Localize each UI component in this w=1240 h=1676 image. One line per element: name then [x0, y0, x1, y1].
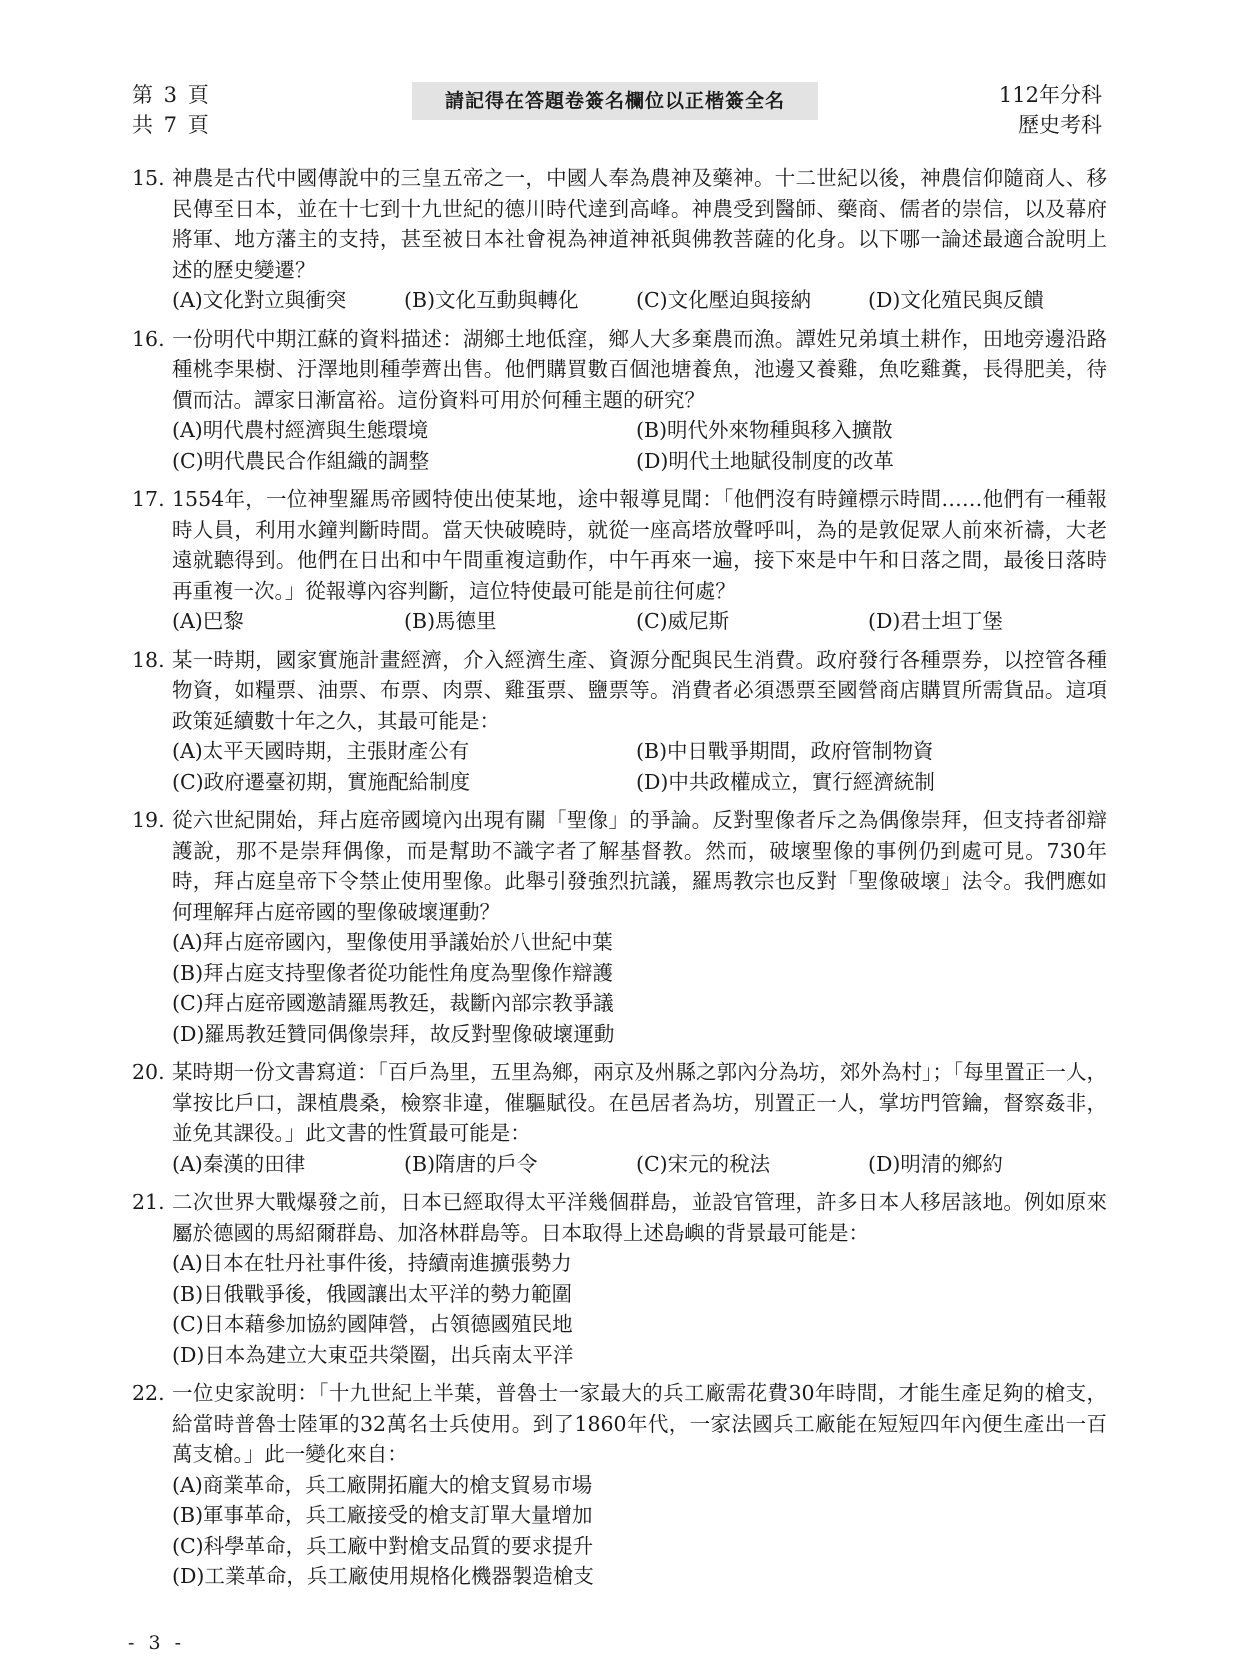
option-a[interactable]: (A)日本在牡丹社事件後，持續南進擴張勢力 — [172, 1251, 572, 1275]
question-stem: 從六世紀開始，拜占庭帝國境內出現有關「聖像」的爭論。反對聖像者斥之為偶像崇拜，但支持者卻辯護說，那不是崇拜偶像，而是幫助不識字者了解基督教。然而，破壞聖像的事例仍到處可見。730年時，拜占庭皇帝下令禁止使用聖像。此舉引發強烈抗議，羅馬教宗也反對「聖像破壞」法令。我們應如何理解拜占庭帝國的聖像破壞運動？ — [172, 808, 1107, 924]
option-list — [172, 415, 1107, 476]
question-number: 20. — [132, 1060, 165, 1084]
option-b[interactable]: (B)文化互動與轉化 — [404, 288, 579, 312]
option-b[interactable]: (B)日俄戰爭後，俄國讓出太平洋的勢力範圍 — [172, 1281, 573, 1306]
exam-info — [999, 80, 1102, 140]
question-15 — [132, 163, 1107, 316]
option-d[interactable]: (D)羅馬教廷贊同偶像崇拜，故反對聖像破壞運動 — [172, 1021, 615, 1046]
signature-notice: 請記得在答題卷簽名欄位以正楷簽全名 — [412, 82, 818, 120]
question-number: 17. — [132, 487, 165, 511]
question-17 — [132, 484, 1107, 637]
option-b[interactable]: (B)軍事革命，兵工廠接受的槍支訂單大量增加 — [172, 1503, 593, 1527]
option-d[interactable]: (D)中共政權成立，實行經濟統制 — [636, 769, 935, 794]
question-number: 21. — [132, 1190, 165, 1214]
option-b[interactable]: (B)拜占庭支持聖像者從功能性角度為聖像作辯護 — [172, 960, 614, 985]
option-b[interactable]: (B)明代外來物種與移入擴散 — [636, 418, 893, 442]
option-a[interactable]: (A)商業革命，兵工廠開拓龐大的槍支貿易市場 — [172, 1472, 593, 1497]
option-c[interactable]: (C)拜占庭帝國邀請羅馬教廷，裁斷內部宗教爭議 — [172, 991, 614, 1015]
option-list — [172, 1149, 1107, 1180]
question-stem: 二次世界大戰爆發之前，日本已經取得太平洋幾個群島，並設官管理，許多日本人移居該地。例如原來屬於德國的馬紹爾群島、加洛林群島等。日本取得上述島嶼的背景最可能是： — [172, 1190, 1107, 1245]
question-18 — [132, 645, 1107, 798]
option-list — [172, 1248, 1107, 1370]
option-list — [172, 606, 1107, 637]
question-stem: 一位史家說明：「十九世紀上半葉，普魯士一家最大的兵工廠需花費30年時間，才能生產足夠的槍支，給當時普魯士陸軍的32萬名士兵使用。到了1860年代，一家法國兵工廠能在短短四年內便生產出一百萬支槍。」此一變化來自： — [172, 1381, 1107, 1466]
exam-year-label: 112年分科 — [998, 83, 1102, 107]
option-c[interactable]: (C)明代農民合作組織的調整 — [172, 448, 430, 473]
option-b[interactable]: (B)馬德里 — [404, 609, 497, 633]
option-c[interactable]: (C)宋元的稅法 — [636, 1151, 771, 1176]
page-indicator — [132, 80, 211, 140]
option-c[interactable]: (C)日本藉參加協約國陣營，占領德國殖民地 — [172, 1312, 573, 1336]
question-stem: 神農是古代中國傳說中的三皇五帝之一，中國人奉為農神及藥神。十二世紀以後，神農信仰隨商人、移民傳至日本，並在十七到十九世紀的德川時代達到高峰。神農受到醫師、藥商、儒者的崇信，以及幕府將軍、地方藩主的支持，甚至被日本社會視為神道神祇與佛教菩薩的化身。以下哪一論述最適合說明上述的歷史變遷？ — [172, 166, 1107, 282]
option-d[interactable]: (D)君士坦丁堡 — [868, 609, 1003, 633]
option-a[interactable]: (A)拜占庭帝國內，聖像使用爭議始於八世紀中葉 — [172, 930, 613, 954]
question-16 — [132, 324, 1107, 477]
question-number: 22. — [132, 1381, 165, 1405]
option-a[interactable]: (A)明代農村經濟與生態環境 — [172, 418, 429, 442]
question-stem: 一份明代中期江蘇的資料描述：湖鄉土地低窪，鄉人大多棄農而漁。譚姓兄弟填土耕作，田地旁邊沿路種桃李果樹、汙澤地則種荸薺出售。他們購買數百個池塘養魚，池邊又養雞，魚吃雞糞，長得肥美，待價而沽。譚家日漸富裕。這份資料可用於何種主題的研究？ — [172, 326, 1107, 412]
current-page-label: 第 3 頁 — [132, 83, 211, 107]
question-number: 18. — [132, 647, 165, 672]
question-22 — [132, 1378, 1107, 1592]
option-b[interactable]: (B)中日戰爭期間，政府管制物資 — [636, 739, 934, 763]
total-pages-label: 共 7 頁 — [132, 113, 211, 137]
question-list — [132, 163, 1107, 1600]
option-d[interactable]: (D)文化殖民與反饋 — [868, 288, 1044, 312]
option-c[interactable]: (C)文化壓迫與接納 — [636, 288, 812, 312]
question-21 — [132, 1187, 1107, 1370]
question-stem: 某一時期，國家實施計畫經濟，介入經濟生產、資源分配與民生消費。政府發行各種票券，以控管各種物資，如糧票、油票、布票、肉票、雞蛋票、鹽票等。消費者必須憑票至國營商店購買所需貨品。這項政策延續數十年之久，其最可能是： — [172, 647, 1107, 733]
question-20 — [132, 1057, 1107, 1179]
option-a[interactable]: (A)太平天國時期，主張財產公有 — [172, 739, 470, 763]
question-stem: 某時期一份文書寫道：「百戶為里，五里為鄉，兩京及州縣之郭內分為坊，郊外為村」；「每里置正一人，掌按比戶口，課植農桑，檢察非違，催驅賦役。在邑居者為坊，別置正一人，掌坊門管鑰，督察姦非，並免其課役。」此文書的性質最可能是： — [172, 1060, 1107, 1145]
option-d[interactable]: (D)明代土地賦役制度的改革 — [636, 448, 894, 473]
subject-label: 歷史考科 — [1018, 113, 1102, 137]
page-number-footer: - 3 - — [128, 1632, 186, 1654]
option-c[interactable]: (C)科學革命，兵工廠中對槍支品質的要求提升 — [172, 1533, 594, 1558]
option-a[interactable]: (A)文化對立與衝突 — [172, 288, 347, 312]
option-list — [172, 736, 1107, 797]
option-list — [172, 927, 1107, 1049]
question-number: 15. — [132, 166, 165, 190]
option-a[interactable]: (A)秦漢的田律 — [172, 1151, 306, 1176]
question-stem: 1554年，一位神聖羅馬帝國特使出使某地，途中報導見聞：「他們沒有時鐘標示時間……他們有一種報時人員，利用水鐘判斷時間。當天快破曉時，就從一座高塔放聲呼叫，為的是敦促眾人前來祈禱，大老遠就聽得到。他們在日出和中午間重複這動作，中午再來一遍，接下來是中午和日落之間，最後日落時再重複一次。」從報導內容判斷，這位特使最可能是前往何處？ — [172, 487, 1107, 603]
option-c[interactable]: (C)政府遷臺初期，實施配給制度 — [172, 769, 471, 794]
question-19 — [132, 805, 1107, 1049]
option-list — [172, 285, 1107, 316]
option-d[interactable]: (D)明清的鄉約 — [868, 1151, 1003, 1176]
option-d[interactable]: (D)工業革命，兵工廠使用規格化機器製造槍支 — [172, 1564, 594, 1588]
option-c[interactable]: (C)威尼斯 — [636, 609, 730, 633]
option-d[interactable]: (D)日本為建立大東亞共榮圈，出兵南太平洋 — [172, 1342, 574, 1367]
option-b[interactable]: (B)隋唐的戶令 — [404, 1151, 538, 1176]
question-number: 16. — [132, 326, 165, 351]
question-number: 19. — [132, 808, 165, 832]
option-a[interactable]: (A)巴黎 — [172, 609, 244, 633]
option-list — [172, 1470, 1107, 1592]
